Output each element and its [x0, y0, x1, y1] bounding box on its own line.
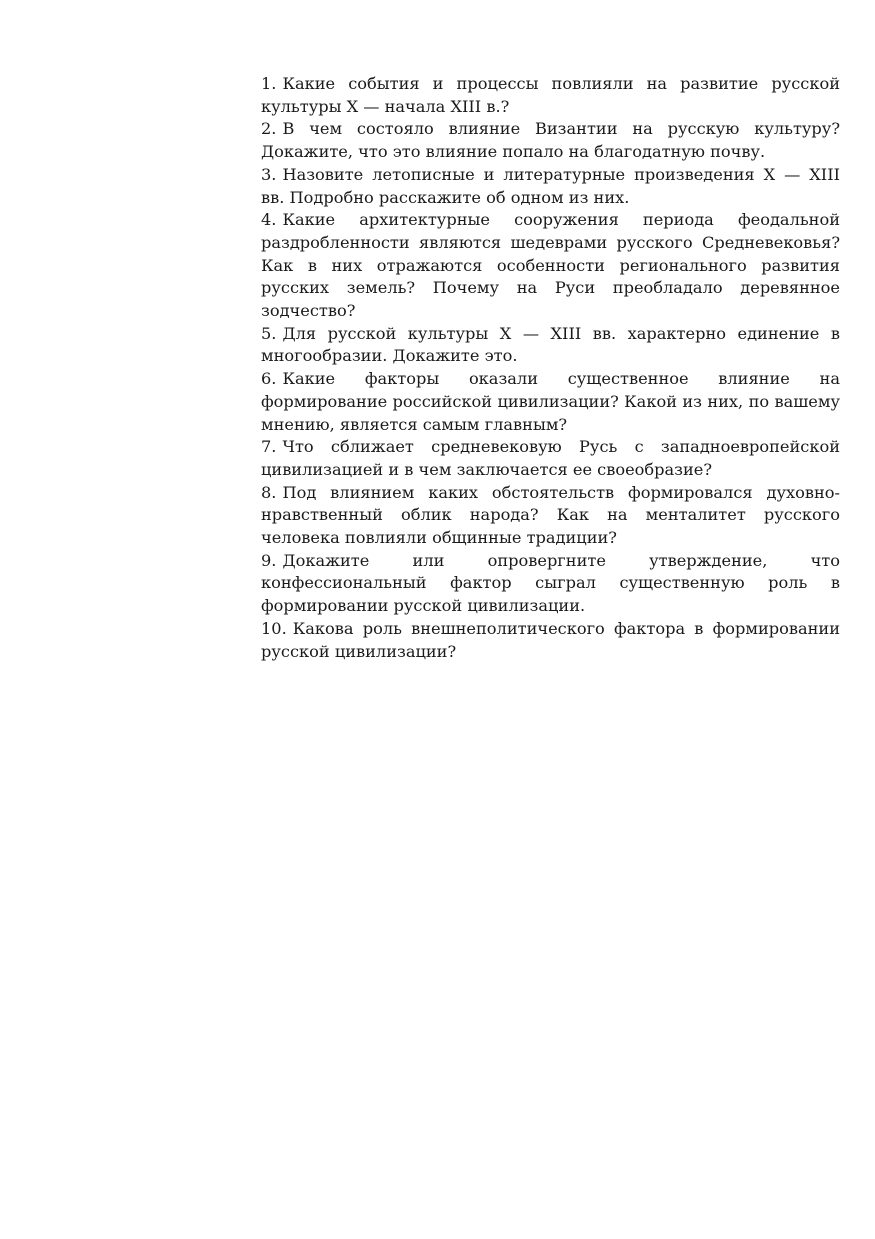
question-number: 8. — [261, 482, 277, 502]
question-text: Под влиянием каких обстоятельств формировался духовно-нравственный облик народа? Как на менталитет русского человека повлияли общинные традиции? — [261, 482, 840, 548]
question-number: 3. — [261, 164, 277, 184]
question-item — [261, 618, 840, 663]
question-item — [261, 118, 840, 163]
question-text: Какие архитектурные сооружения периода феодальной раздробленности являются шедеврами русского Средневековья? Как в них отражаются особенности регионального развития русских земель? Почему на Руси преобладало деревянное зодчество? — [261, 210, 840, 321]
question-number: 7. — [261, 437, 277, 457]
question-text: Какова роль внешнеполитического фактора в формировании русской цивилизации? — [261, 618, 840, 661]
question-text: В чем состояло влияние Византии на русскую культуру? Докажите, что это влияние попало на благодатную почву. — [261, 119, 840, 162]
question-list — [261, 73, 840, 663]
question-item — [261, 482, 840, 550]
question-number: 4. — [261, 210, 277, 230]
question-number: 9. — [261, 550, 277, 570]
question-number: 1. — [261, 74, 277, 93]
question-text: Что сближает средневековую Русь с западноевропейской цивилизацией и в чем заключается ее своеобразие? — [261, 437, 840, 479]
question-number: 5. — [261, 323, 277, 343]
question-text: Назовите летописные и литературные произведения X — XIII вв. Подробно расскажите об одном из них. — [261, 164, 840, 207]
question-item — [261, 550, 840, 618]
question-text: Докажите или опровергните утверждение, что конфессиональный фактор сыграл существенную роль в формировании русской цивилизации. — [261, 550, 840, 616]
question-number: 10. — [261, 618, 287, 638]
question-text: Какие факторы оказали существенное влияние на формирование российской цивилизации? Какой из них, по вашему мнению, является самым главным? — [261, 369, 840, 434]
question-text: Какие события и процессы повлияли на развитие русской культуры X — начала XIII в.? — [261, 74, 840, 116]
question-text: Для русской культуры X — XIII вв. характерно единение в многообразии. Докажите это. — [261, 323, 840, 366]
question-item — [261, 164, 840, 209]
question-item — [261, 209, 840, 323]
question-item — [261, 436, 840, 481]
question-item — [261, 323, 840, 368]
question-number: 2. — [261, 119, 277, 139]
question-item — [261, 73, 840, 118]
question-item — [261, 368, 840, 436]
question-number: 6. — [261, 369, 277, 389]
